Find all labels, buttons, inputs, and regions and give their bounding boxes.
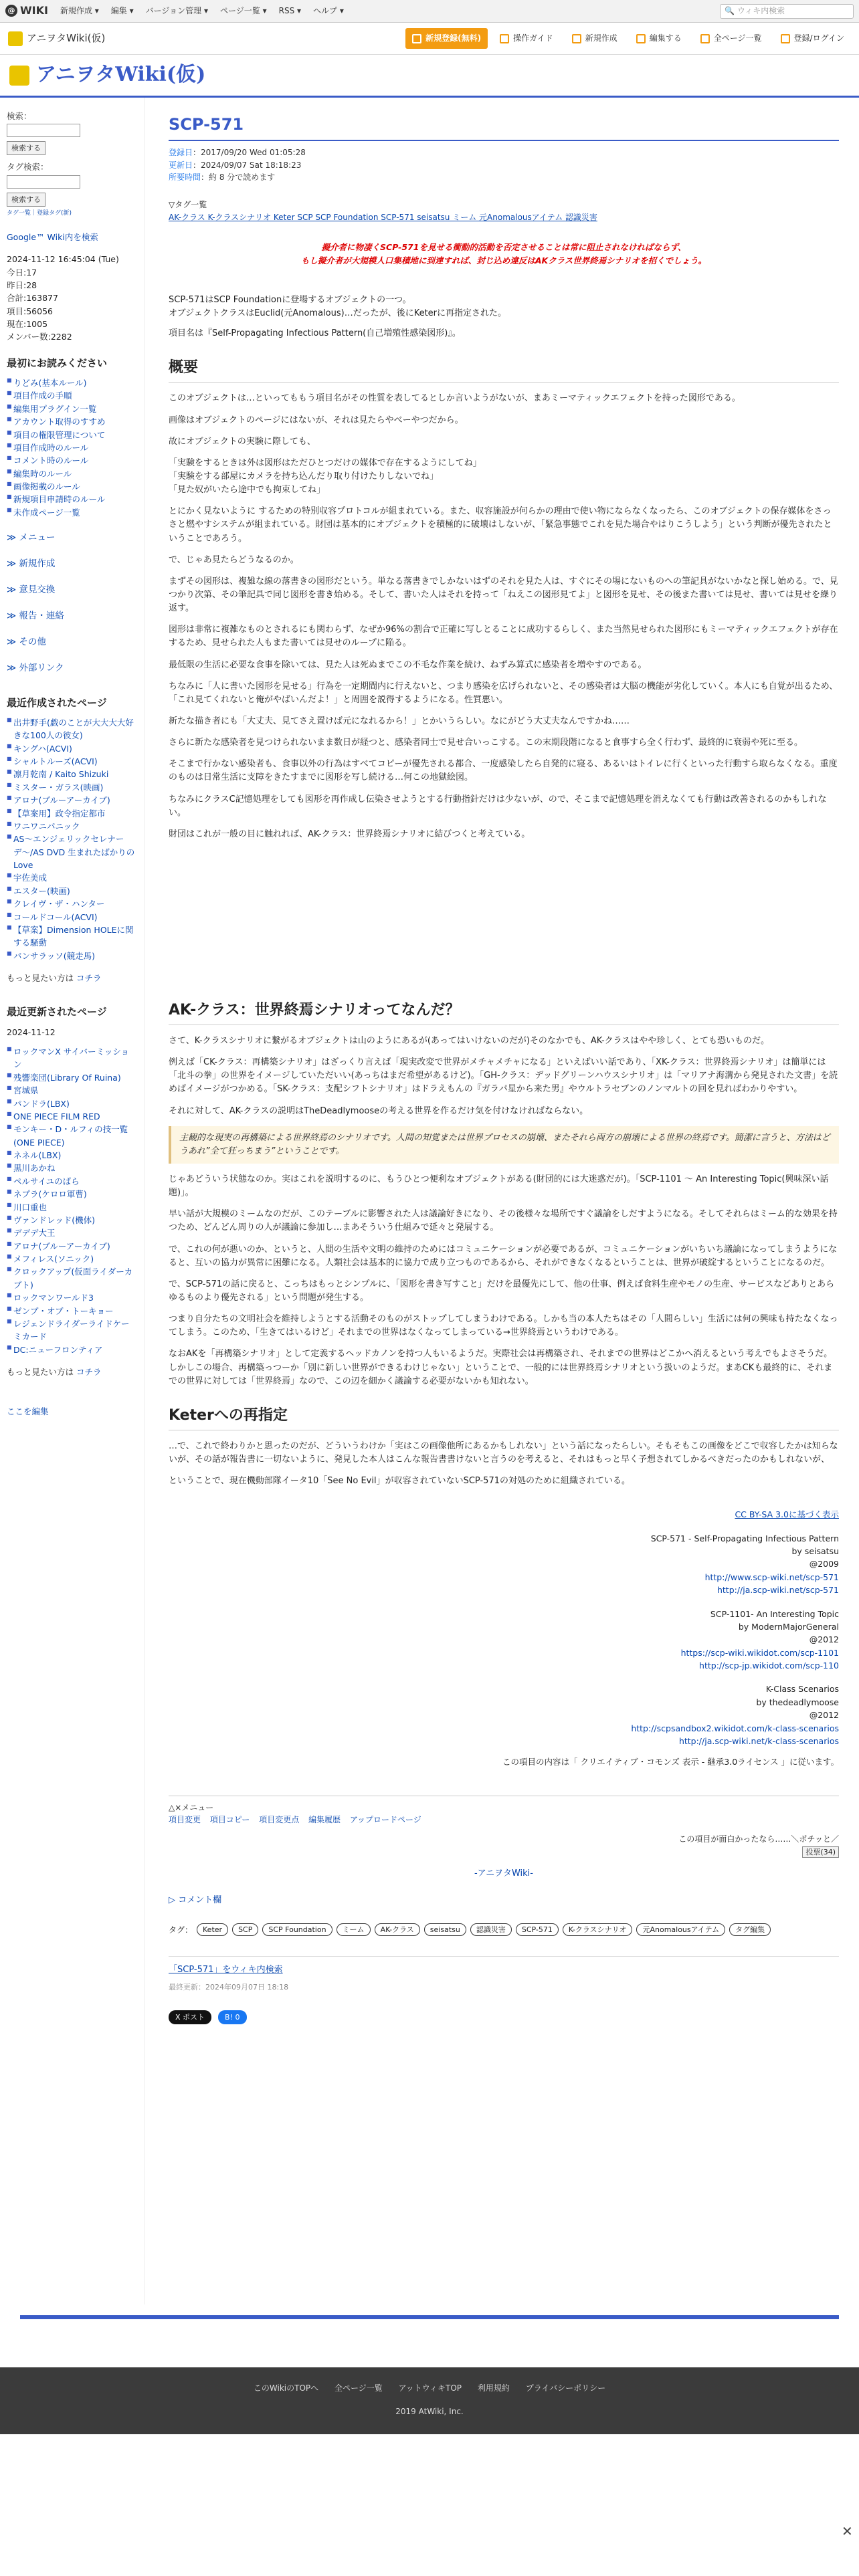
sidebar-item[interactable]: ■ 未作成ページ一覧	[7, 506, 137, 519]
recent-created-item[interactable]: ■ AS〜エンジェリックセレナーデ〜/AS DVD 生まれたばかりのLove	[7, 833, 137, 871]
footer-link[interactable]: アップロードページ	[349, 1815, 421, 1825]
tag-row: タグ： Keter SCP SCP Foundation ミーム AK-クラス seisatsu 認識災害 SCP-571 K-クラスシナリオ 元Anomalousアイテム タグ編集	[169, 1923, 839, 1936]
menu-edit[interactable]: 編集 ▾	[110, 6, 134, 16]
tag-chip[interactable]: seisatsu	[424, 1923, 466, 1936]
paragraph: で、これの何が悪いのか、というと、人間の生活や文明の維持のためにはコミュニケーションが必要であるが、コミュニケーションがいちいち議論になってしまうようになると、互いの協力が異常に困難になる。人類社会は基本的に協力で成り立つものであるから、それができなくなるということは、世界が破綻するということになるのだ。	[169, 1244, 838, 1268]
article-title: SCP-571	[169, 112, 839, 141]
tag-chip[interactable]: 元Anomalousアイテム	[636, 1923, 725, 1936]
wiki-banner-icon	[9, 66, 29, 86]
tag-chip[interactable]: AK-クラス	[375, 1923, 420, 1936]
section-keter: Keterへの再指定	[169, 1404, 839, 1430]
updated-date: ：2024/09/07 Sat 18:18:23	[193, 160, 302, 170]
stat-line: 2024-11-12 16:45:04 (Tue)	[7, 254, 119, 265]
register-button[interactable]: 新規登録(無料)	[405, 28, 488, 49]
recent-updated-item[interactable]: ■ ロックマンワールド3	[7, 1291, 137, 1304]
stat-line: 現在:1005	[7, 319, 48, 330]
sidebar-item[interactable]: ■ 項目作成時のルール	[7, 441, 137, 454]
plus-icon	[572, 34, 581, 43]
menu-version[interactable]: バージョン管理 ▾	[145, 6, 208, 16]
recent-updated-more-link[interactable]: コチラ	[76, 1367, 102, 1378]
recent-updated-item[interactable]: ■ レジェンドライダーライドケーミカード	[7, 1317, 137, 1344]
top-bar	[0, 0, 859, 23]
paragraph: とにかく見ないように するための特別収容プロトコルが組まれている。また、収容施設が何らかの理由で使い物にならなくなったら、このオブジェクトの保存媒体をさっさと燃やすシステムが組まれている。財団は基本的にオブジェクトを積極的に破壊はしないが、「緊急事態でこれを見た場合やはりこうしよう」という判断が優先されたということであろう。	[169, 506, 832, 544]
paragraph: 早い話が大規模のミームなのだが、このテーブルに影響された人は議論好きになり、その後様々な場所ですぐ議論をしだすようになる。そしてそれらはミーム的な効果を持つため、どんどん周りの人が議論に参加し…まあそういう仕組みで延々と発展する。	[169, 1209, 838, 1233]
paragraph: 図形は非常に複雑なものとされるにも関わらず、なぜか96%の割合で正確に写しとることに成功するらしく、また当然見せられた図形にもミーマティックエフェクトが存在するため、見せられた人もまた書いては見せのループに陥る。	[169, 625, 838, 649]
paragraph: じゃあどういう状態なのか。実はこれを説明するのに、もうひとつ便利なオブジェクトがある(財団的には大迷惑だが)。「SCP-1101 ～ An Interesting Topic(興味深い話題)」。	[169, 1174, 829, 1198]
paragraph: ちなみにクラスC記憶処理をしても図形を再作成し伝染させようとする行動指針だけは少ないが、ので、そこまで記憶処理を消えなくても行動は改善されるのかもしれない。	[169, 794, 827, 818]
paragraph: 新たな描き者にも「大丈夫、見てさえ置けば元になれるから！」とかいうらしい。なにがどう大丈夫なんですかね……	[169, 716, 630, 726]
recent-updated-date: 2024-11-12	[7, 1027, 56, 1037]
recent-updated-heading: 最近更新されたページ	[7, 1006, 107, 1018]
tag-chip[interactable]: 認識災害	[470, 1923, 512, 1936]
vote-button[interactable]: 投票(34)	[802, 1846, 839, 1858]
recent-updated-item[interactable]: ■ パンドラ(LBX)	[7, 1097, 137, 1110]
wiki-search-link[interactable]: 「SCP-571」をウィキ内検索	[169, 1965, 283, 1975]
sidebar-item[interactable]: ■ りどみ(基本ルール)	[7, 377, 137, 389]
site-icon	[8, 31, 23, 46]
license-note: この項目の内容は「 クリエイティブ・コモンズ 表示 - 継承3.0ライセンス 」に従います。	[502, 1757, 839, 1767]
recent-created-more: もっと見たい方は コチラ	[7, 973, 102, 984]
paragraph: さらに新たな感染者を見つけられないまま数日が経つと、感染者同士で見せ合いっこする。この末期段階になると食事すら全く行わず、最終的に衰弱や死に至る。	[169, 738, 803, 748]
copyright: 2019 AtWiki, Inc.	[395, 2406, 464, 2416]
hatena-bookmark-button[interactable]: B! 0	[218, 2010, 246, 2024]
paragraph: 画像はオブジェクトのページにはないが、それは見たらやべーやつだから。	[169, 415, 464, 425]
sidebar-item[interactable]: ■ 項目作成の手順	[7, 389, 137, 402]
recent-created-heading: 最近作成されたページ	[7, 696, 107, 709]
sidebar-search-input[interactable]	[7, 124, 80, 137]
nav-report[interactable]: ≫ 報告・連絡	[7, 610, 64, 621]
paragraph: で、SCP-571の話に戻ると、こっちはもっとシンプルに、「図形を書き写すこと」だけを最優先にして、他の仕事、例えば食料生産やモノの生産、サービスなどありとあらゆるものより優先される」という問題が発生する。	[169, 1279, 835, 1303]
footer-link[interactable]: 項目変更点	[259, 1815, 300, 1825]
license-credits: CC BY-SA 3.0に基づく表示 SCP-571 - Self-Propagating Infectious Pattern by seisatsu @2009 http://www.scp-wiki.net/scp-571 http://ja.scp-wiki.net/scp-571 SCP-1101- An Interesting Topic by ModernMajorGeneral @2012 https://scp-wiki.wikidot.com/scp-1101 http://scp-jp.wikidot.com/scp-110 K-Class Scenarios by thedeadlymoose @2012 http://scpsandbox2.wikidot.com/k-class-scenarios http://ja.scp-wiki.net/k-class-scenarios この項目の内容は「 クリエイティブ・コモンズ 表示 - 継承3.0ライセンス 」に従います。	[169, 1508, 839, 1768]
tag-list-label[interactable]: ▽タグ一覧	[169, 199, 207, 209]
nav-opinion[interactable]: ≫ 意見交換	[7, 584, 56, 595]
nav-external[interactable]: ≫ 外部リンク	[7, 662, 64, 673]
quote-block: 主観的な現実の再構築による世界終焉のシナリオです。人間の知覚または世界プロセスの崩壊、またそれら両方の崩壊による世界の終焉です。簡潔に言うと、方法はどうあれ”全て狂っちまう”ということです。	[169, 1126, 839, 1164]
site-name[interactable]: アニヲタWiki(仮)	[8, 31, 105, 46]
recent-created-item[interactable]: ■ ワニワニパニック	[7, 820, 137, 833]
recent-updated-item[interactable]: ■ ネネル(LBX)	[7, 1149, 137, 1162]
article	[145, 98, 859, 2304]
atwiki-logo-icon: @	[5, 5, 17, 17]
credit-link[interactable]: http://scp-jp.wikidot.com/scp-110	[699, 1660, 839, 1671]
license-toggle[interactable]: CC BY-SA 3.0に基づく表示	[735, 1509, 839, 1520]
paragraph: このオブジェクトは…といってももう項目名がその性質を表してるとしか言いようがないが、まあミーマティックエフェクトを持った図形である。	[169, 393, 741, 404]
paragraph: ちなみに「人に書いた図形を見せる」行為を一定期間内に行えないと、つまり感染を広げられないと、その感染者は大脳の機能が劣化していく。本人にも自覚が出るため、「これ見てくれないと俺がやばいんだよ！」と周囲を説得するようになる。性質悪い。	[169, 681, 838, 705]
new-page-button[interactable]: 新規作成	[565, 28, 624, 49]
sidebar-item[interactable]: ■ 編集時のルール	[7, 467, 137, 480]
search-icon: 🔍	[725, 6, 735, 16]
recent-created-item[interactable]: ■ シャルトルーズ(ACVI)	[7, 755, 137, 768]
list-icon	[700, 34, 710, 43]
site-footer-name[interactable]: -アニヲタWiki-	[474, 1868, 533, 1879]
paragraph: 最低限の生活に必要な食事を除いては、見た人は死ぬまでこの不毛な作業を続け、ねずみ算式に感染者を増やすのである。	[169, 659, 647, 670]
stat-line: 合計:163877	[7, 293, 58, 304]
paragraph: なおAKを「再構築シナリオ」として定義するヘッドカノンを持つ人もいるようだ。実際社会は再構築され、それまでの世界はどこかへ消えるという考えでもよさそうだ。しかしこの場合、再構築っつーか「別に新しい世界ができるわけじゃない」ということで、一般的には世界終焉シナリオという扱いのようだ。まあCKも最終的に、それまでの世界に対しては「世界終焉」なので、この辺を細かく議論する必要がないかも知れない。	[169, 1349, 833, 1386]
recent-updated-item[interactable]: ■ ONE PIECE FILM RED	[7, 1110, 137, 1123]
paragraph: それに対して、AK-クラスの説明はTheDeadlymooseの考える世界を作るだけ気を付けなければならない。	[169, 1105, 589, 1116]
sidebar-search-button[interactable]: 検索する	[7, 141, 45, 155]
social-buttons	[169, 2010, 839, 2024]
tag-list	[169, 199, 839, 223]
recent-updated-list	[7, 1045, 137, 1356]
vote-text: この項目が面白かったなら……＼ポチッと／	[678, 1834, 839, 1844]
recent-updated-item[interactable]: ■ ロックマンX サイバーミッション	[7, 1045, 137, 1071]
recent-updated-item[interactable]: ■ 黒川あかね	[7, 1162, 137, 1174]
tag-list-links[interactable]: AK-クラス K-クラスシナリオ Keter SCP SCP Foundation SCP-571 seisatsu ミーム 元Anomalousアイテム 認識災害	[169, 212, 597, 222]
recent-created-item[interactable]: ■ 【草案】Dimension HOLEに関する騒動	[7, 924, 137, 950]
recent-updated-item[interactable]: ■ 川口重也	[7, 1201, 137, 1214]
tag-chip[interactable]: SCP-571	[516, 1923, 559, 1936]
search-label: 検索：	[7, 111, 32, 121]
sidebar-item[interactable]: ■ 編集用プラグイン一覧	[7, 403, 137, 415]
recent-created-item[interactable]: ■ クレイヴ・ザ・ハンター	[7, 897, 137, 910]
stat-line: 項目:56056	[7, 306, 53, 316]
paragraph: 「実験をするときは外は図形はただひとつだけの媒体で存在するようにしてね」 「実験をする部屋にカメラを持ち込んだり取り付けたりしないでね」 「見た奴がいたら途中でも拘束してね」	[169, 457, 482, 496]
first-read-list	[7, 377, 137, 519]
menu-rss[interactable]: RSS ▾	[278, 6, 302, 16]
wiki-search-input[interactable]: 🔍 ウィキ内検索	[720, 4, 854, 19]
footer-link[interactable]: 編集履歴	[308, 1815, 341, 1825]
tag-chip[interactable]: Keter	[197, 1923, 228, 1936]
bottom-accent-bar	[20, 2315, 839, 2319]
recent-created-item[interactable]: ■ バンサラッソ(競走馬)	[7, 950, 137, 962]
footer-link[interactable]: 項目変更	[169, 1815, 201, 1825]
recent-updated-item[interactable]: ■ DC:ニューフロンティア	[7, 1344, 137, 1356]
section-ak-class: AK-クラス：世界終焉シナリオってなんだ？	[169, 999, 839, 1025]
sidebar-item[interactable]: ■ 画像掲載のルール	[7, 480, 137, 493]
last-updated: 最終更新：2024年09月07日 18:18	[169, 1982, 289, 1992]
recent-updated-item[interactable]: ■ アロナ(ブルーアーカイブ)	[7, 1240, 137, 1253]
recent-updated-item[interactable]: ■ クロックアップ(仮面ライダーカブト)	[7, 1265, 137, 1291]
register-icon	[412, 34, 421, 43]
intro: SCP-571はSCP Foundationに登場するオブジェクトの一つ。 オブジェクトクラスはEuclid(元Anomalous)…だったが、後にKeterに再指定された。 項目名は『Self-Propagating Infectious Pattern(自己増殖性感染図形)』。	[169, 294, 507, 339]
recent-created-item[interactable]: ■ 【草案用】政令指定都市	[7, 807, 137, 820]
wiki-banner	[0, 55, 859, 98]
google-search-link[interactable]: Google™ Wiki内を検索	[7, 231, 98, 242]
tag-chip[interactable]: SCP Foundation	[262, 1923, 332, 1936]
stat-line: 昨日:28	[7, 280, 37, 290]
stat-line: 今日:17	[7, 267, 37, 278]
user-icon	[781, 34, 790, 43]
paragraph: ということで、現在機動部隊イータ10「See No Evil」が収容されていないSCP-571の対処のために組織されている。	[169, 1476, 630, 1487]
recent-updated-item[interactable]: ■ ペルサイユのばら	[7, 1175, 137, 1188]
x-post-button[interactable]: X ポスト	[169, 2010, 211, 2024]
recent-updated-item[interactable]: ■ ネプラ(ケロロ軍曹)	[7, 1188, 137, 1200]
section-overview: 概要	[169, 356, 839, 383]
recent-updated-item[interactable]: ■ メフィレス(ソニック)	[7, 1253, 137, 1265]
edit-button[interactable]: 編集する	[630, 28, 688, 49]
tag-search-button[interactable]: 検索する	[7, 193, 45, 207]
sidebar-item[interactable]: ■ アカウント取得のすすめ	[7, 415, 137, 428]
recent-updated-item[interactable]: ■ デデデ大王	[7, 1226, 137, 1239]
all-pages-button[interactable]: 全ページ一覧	[694, 28, 769, 49]
recent-updated-more: もっと見たい方は コチラ	[7, 1367, 102, 1378]
read-time: ：約 8 分で読めます	[201, 173, 276, 183]
credit-link[interactable]: http://ja.scp-wiki.net/k-class-scenarios	[678, 1735, 839, 1746]
tag-search-label: タグ検索：	[7, 162, 49, 173]
registered-date: ：2017/09/20 Wed 01:05:28	[193, 148, 306, 158]
recent-created-list	[7, 716, 137, 962]
wiki-title[interactable]: アニヲタWiki(仮)	[36, 63, 206, 87]
paragraph: さて、K-クラスシナリオに繋がるオブジェクトは山のようにあるが(あってはいけないのだが)そのなかでも、AK-クラスはやや珍しく、とても恐いものだ。	[169, 1036, 770, 1047]
nav-new[interactable]: ≫ 新規作成	[7, 558, 56, 570]
paragraph: そこまで行かない感染者も、食事以外の行為はすべてコピーが優先される都合、一度感染したら自発的に寝る、あるいはトイレに行くといった行動すら取らなくなる。重度のものは日常生活に支障をきたすまでに図形を写し続ける…何この地獄絵図。	[169, 759, 838, 783]
tag-chip[interactable]: K-クラスシナリオ	[563, 1923, 633, 1936]
paragraph: 例えば「CK-クラス：再構築シナリオ」はざっくり言えば「現実改変で世界がメチャメチャになる」といえばいい話であり、「XK-クラス：世界終焉シナリオ」は簡単には「北斗の拳」の世界をイメージしていただいい(あっちはまだ希望があるけど)。「GH-クラス：デッドグリーンハウスシナリオ」は「マリアナ海溝から発見された文書」を読めばイメージがつかめる。「SK-クラス：支配シフトシナリオ」はドラえもんの『ガラパ星から来た男』やウルトラセブンのノンマルトの回を見ればわかりやすい。	[169, 1057, 838, 1095]
login-button[interactable]: 登録/ログイン	[774, 28, 851, 49]
sidebar	[0, 98, 145, 2304]
footer-privacy-link[interactable]: プライバシーポリシー	[525, 2383, 606, 2393]
guide-button[interactable]: 操作ガイド	[493, 28, 560, 49]
paragraph: 故にオブジェクトの実験に際しても、	[169, 436, 316, 447]
close-icon[interactable]: ✕	[842, 2523, 853, 2539]
recent-updated-item[interactable]: ■ ゼンブ・オブ・トーキョー	[7, 1305, 137, 1317]
footer-top-link[interactable]: このWikiのTOPへ	[253, 2383, 319, 2393]
recent-created-more-link[interactable]: コチラ	[76, 973, 102, 984]
atwiki-logo[interactable]: @ WIKI	[5, 3, 48, 19]
vote-area	[169, 1833, 839, 1858]
first-read-heading: 最初にお読みください	[7, 356, 108, 369]
recent-updated-item[interactable]: ■ ヴァンドレッド(機体)	[7, 1214, 137, 1226]
paragraph: …で、これで終わりかと思ったのだが、どういうわけか「実はこの画像他所にあるかもしれない」という話になったらしい。そもそもこの画像をどこで収容したかは知らないが、その話が報告書に一切ないように、発見した本人はこんな報告書書けないと言うのを考えると、それはもっと早く予想されてしかるべきだったのかもしれないが、	[169, 1440, 838, 1465]
pencil-icon	[636, 34, 646, 43]
recent-created-item[interactable]: ■ コールドコール(ACVI)	[7, 911, 137, 924]
edit-sidebar-link[interactable]: ここを編集	[7, 1406, 49, 1417]
recent-created-item[interactable]: ■ ミスター・ガラス(映画)	[7, 781, 137, 794]
site-footer	[0, 2367, 859, 2434]
recent-created-item[interactable]: ■ アロナ(ブルーアーカイブ)	[7, 794, 137, 807]
credit-link[interactable]: http://ja.scp-wiki.net/scp-571	[717, 1585, 839, 1596]
recent-created-item[interactable]: ■ 出井野手(戯のことが大大大大好きな100人の彼女)	[7, 716, 137, 742]
site-header	[0, 23, 859, 55]
comment-toggle[interactable]: ▷ コメント欄	[169, 1895, 222, 1906]
recent-created-item[interactable]: ■ 宇佐美成	[7, 871, 137, 884]
article-meta: 登録日：2017/09/20 Wed 01:05:28 更新日：2024/09/07 Sat 18:18:23 所要時間：約 8 分で読めます	[169, 148, 306, 183]
footer-pages-link[interactable]: 全ページ一覧	[334, 2383, 383, 2393]
tag-chip[interactable]: ミーム	[337, 1923, 371, 1936]
footer-atwiki-link[interactable]: アットウィキTOP	[398, 2383, 462, 2393]
stat-line: メンバー数:2282	[7, 332, 72, 342]
paragraph: 財団はこれが一般の目に触れれば、AK-クラス：世界終焉シナリオに結びつくと考えている。	[169, 829, 531, 839]
recent-updated-item[interactable]: ■ モンキー・D・ルフィの技一覧(ONE PIECE)	[7, 1123, 137, 1149]
footer-link[interactable]: 項目コピー	[209, 1815, 250, 1825]
credit-link[interactable]: http://www.scp-wiki.net/scp-571	[704, 1572, 839, 1582]
tag-list-links[interactable]: タグ一覧｜登録タグ(新)	[7, 209, 72, 217]
guide-icon	[500, 34, 509, 43]
spacer	[169, 849, 839, 983]
recent-updated-item[interactable]: ■ 残響楽団(Library Of Ruina)	[7, 1071, 137, 1084]
sidebar-item[interactable]: ■ 項目の権限管理について	[7, 429, 137, 441]
credit-link[interactable]: http://scpsandbox2.wikidot.com/k-class-scenarios	[631, 1723, 839, 1733]
footer-menu-toggle[interactable]: △×メニュー	[169, 1802, 214, 1812]
tag-search-input[interactable]	[7, 175, 80, 189]
footer-terms-link[interactable]: 利用規約	[477, 2383, 510, 2393]
nav-menu[interactable]: ≫ メニュー	[7, 532, 56, 544]
recent-created-item[interactable]: ■ エスター(映画)	[7, 885, 137, 897]
tag-chip[interactable]: タグ編集	[729, 1923, 771, 1936]
menu-help[interactable]: ヘルプ ▾	[313, 6, 344, 16]
paragraph: で、じゃあ見たらどうなるのか。	[169, 554, 299, 565]
recent-updated-item[interactable]: ■ 宮城県	[7, 1084, 137, 1097]
menu-new[interactable]: 新規作成 ▾	[60, 6, 99, 16]
google-search-block	[169, 1956, 839, 1992]
access-stats	[7, 253, 137, 344]
menu-pages[interactable]: ページ一覧 ▾	[220, 6, 267, 16]
nav-other[interactable]: ≫ その他	[7, 636, 46, 647]
paragraph: つまり自分たちの文明社会を維持しようとする活動そのものがストップしてしまうわけである。しかも当の本人たちはその「人間らしい」生活には何の興味も持たなくなってしまう。このため、「生きてはいるけど」それまでの世界はなくなってしまっている→世界終焉というわけである。	[169, 1314, 838, 1338]
recent-created-item[interactable]: ■ 凛月乾南 / Kaito Shizuki	[7, 768, 137, 780]
recent-created-item[interactable]: ■ キングハ(ACVI)	[7, 742, 137, 755]
credit-link[interactable]: https://scp-wiki.wikidot.com/scp-1101	[680, 1647, 839, 1658]
page-footer-links	[169, 1796, 839, 1826]
paragraph: まずその図形は、複雑な線の落書きの図形だという。単なる落書きでしかないはずのそれを見た人は、すぐにその場にないものへの筆記具がないかなと探し始める。で、見つかり次第、その筆記具で同じ図形を書き始める。そして、書いた人はそれを持って「ねえこの図形見てよ」と図形を見せ、その後また書いては見せ、書いては見せを繰り返す。	[169, 576, 838, 614]
sidebar-item[interactable]: ■ コメント時のルール	[7, 454, 137, 467]
tag-chip[interactable]: SCP	[232, 1923, 258, 1936]
warning-text: 擬介者に物凄くSCP-571を見せる衝動的活動を否定させることは常に阻止されなければならず、 もし擬介者が大規模人口集積地に到達すれば、封じ込め違反はAKクラス世界終焉シナリオを招くでしょう。	[300, 242, 707, 265]
sidebar-item[interactable]: ■ 新規項目申請時のルール	[7, 493, 137, 506]
